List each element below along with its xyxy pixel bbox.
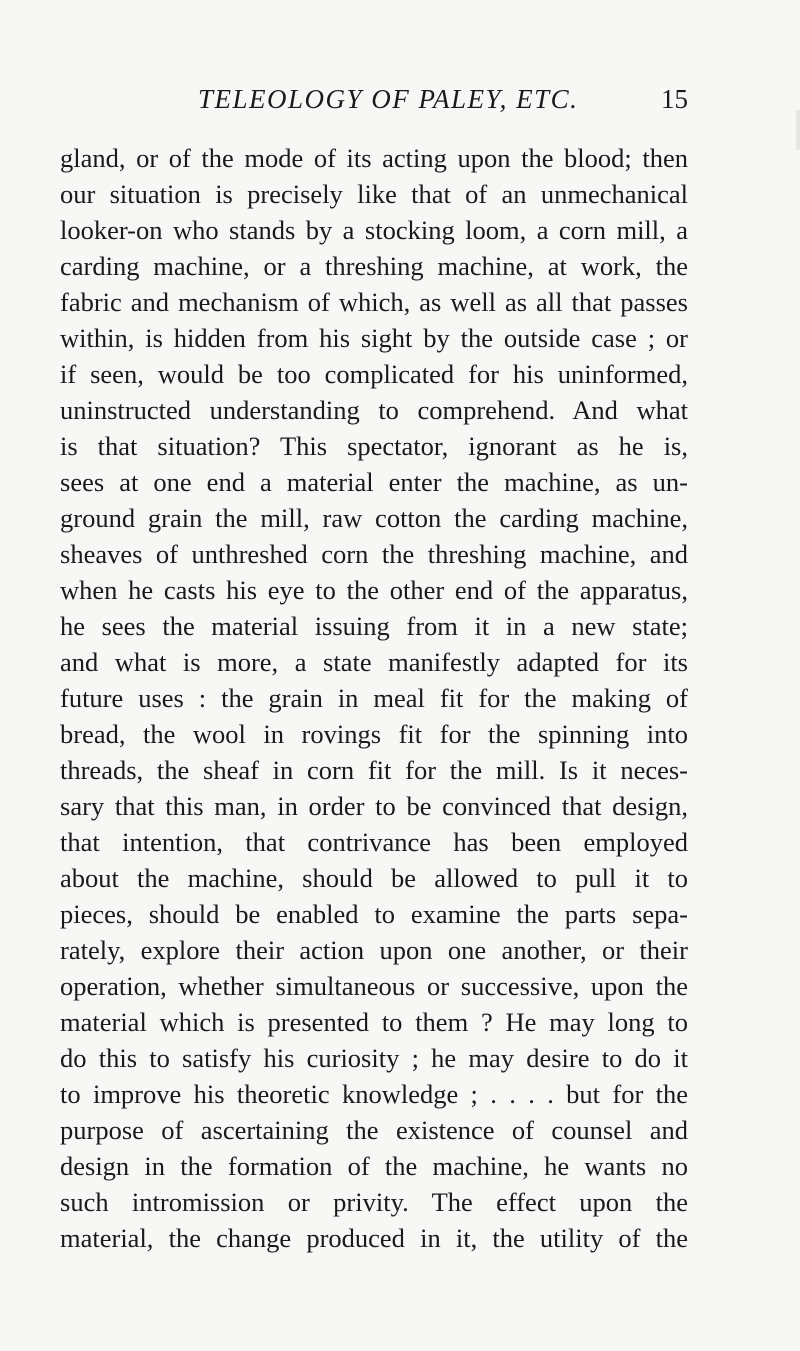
text-line: carding machine, or a threshing machine, at work, the xyxy=(60,251,688,281)
page-edge-shadow xyxy=(796,110,800,150)
running-header xyxy=(60,84,688,118)
text-line: looker-on who stands by a stocking loom, a corn mill, a xyxy=(60,215,688,245)
text-line: when he casts his eye to the other end of the apparatus, xyxy=(60,575,688,605)
text-line: purpose of ascertaining the existence of counsel and xyxy=(60,1115,688,1145)
body-text xyxy=(60,140,688,1256)
text-line: such intromission or privity. The effect upon the xyxy=(60,1187,688,1217)
page-number: 15 xyxy=(661,84,688,114)
text-line: material, the change produced in it, the utility of the xyxy=(60,1223,688,1253)
text-line: future uses : the grain in meal fit for the making of xyxy=(60,683,688,713)
text-line: sheaves of unthreshed corn the threshing machine, and xyxy=(60,539,688,569)
text-line: sees at one end a material enter the machine, as un- xyxy=(60,467,688,497)
text-line: threads, the sheaf in corn fit for the mill. Is it neces- xyxy=(60,755,688,785)
text-line: within, is hidden from his sight by the outside case ; or xyxy=(60,323,688,353)
running-title: TELEOLOGY OF PALEY, ETC. xyxy=(198,84,579,114)
text-line: our situation is precisely like that of an unmechanical xyxy=(60,179,688,209)
text-line: gland, or of the mode of its acting upon the blood; then xyxy=(60,143,688,173)
text-line: and what is more, a state manifestly adapted for its xyxy=(60,647,688,677)
text-line: rately, explore their action upon one another, or their xyxy=(60,935,688,965)
text-line: do this to satisfy his curiosity ; he may desire to do it xyxy=(60,1043,688,1073)
text-line: if seen, would be too complicated for his uninformed, xyxy=(60,359,688,389)
text-line: operation, whether simultaneous or successive, upon the xyxy=(60,971,688,1001)
text-line: he sees the material issuing from it in a new state; xyxy=(60,611,688,641)
text-line: bread, the wool in rovings fit for the spinning into xyxy=(60,719,688,749)
text-line: design in the formation of the machine, he wants no xyxy=(60,1151,688,1181)
text-line: material which is presented to them ? He may long to xyxy=(60,1007,688,1037)
text-line: uninstructed understanding to comprehend. And what xyxy=(60,395,688,425)
text-line: about the machine, should be allowed to pull it to xyxy=(60,863,688,893)
text-line: fabric and mechanism of which, as well as all that passes xyxy=(60,287,688,317)
text-line: sary that this man, in order to be convinced that design, xyxy=(60,791,688,821)
text-line: is that situation? This spectator, ignorant as he is, xyxy=(60,431,688,461)
text-line: that intention, that contrivance has been employed xyxy=(60,827,688,857)
text-line: ground grain the mill, raw cotton the carding machine, xyxy=(60,503,688,533)
text-line: pieces, should be enabled to examine the parts sepa- xyxy=(60,899,688,929)
text-line: to improve his theoretic knowledge ; . . . . but for the xyxy=(60,1079,688,1109)
